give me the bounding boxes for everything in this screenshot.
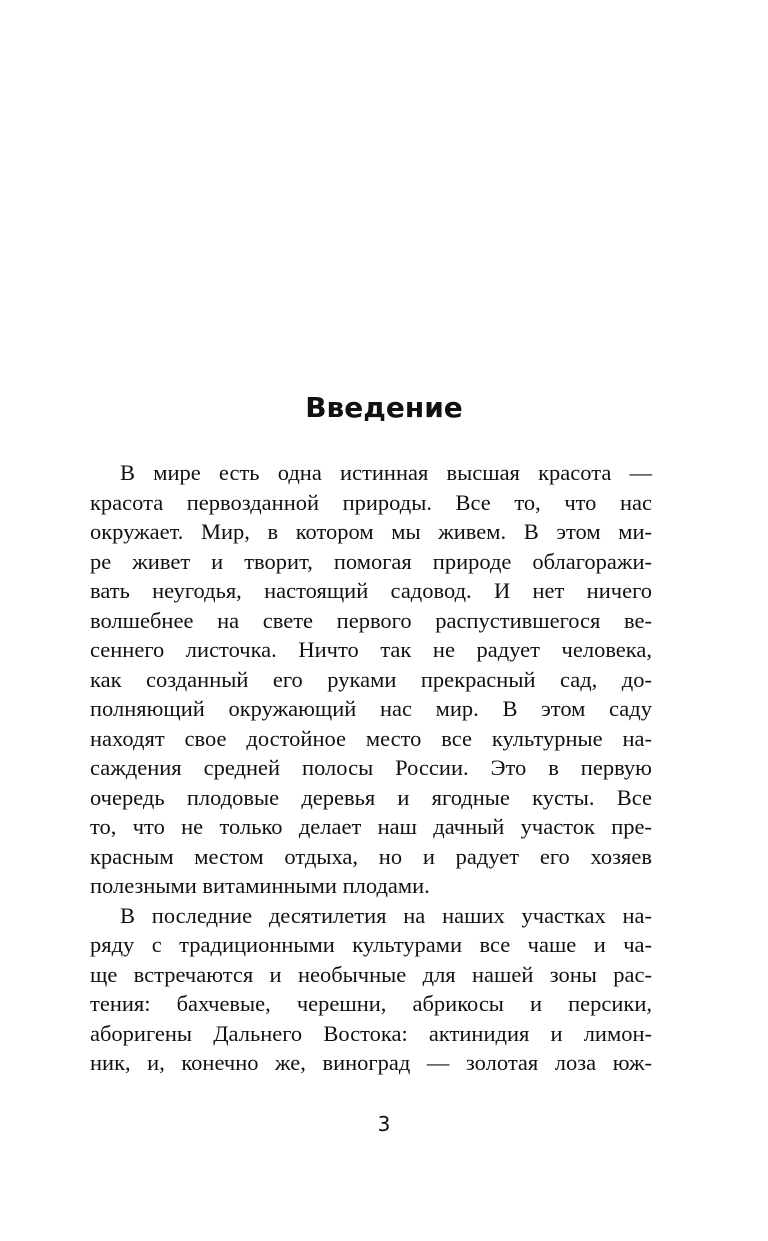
text-line: ще встречаются и необычные для нашей зоны рас- <box>90 961 652 987</box>
text-line: как созданный его руками прекрасный сад, до- <box>90 666 652 692</box>
text-line: находят свое достойное место все культурные на- <box>90 725 652 751</box>
text-line: волшебнее на свете первого распустившегося ве- <box>90 607 652 633</box>
text-line: то, что не только делает наш дачный участок пре- <box>90 814 652 839</box>
text-line: В мире есть одна истинная высшая красота — <box>120 460 652 485</box>
text-line: ряду с традиционными культурами все чаше и ча- <box>90 932 652 957</box>
paragraph <box>90 901 652 1078</box>
chapter-title: Введение <box>305 391 463 424</box>
text-line: тения: бахчевые, черешни, абрикосы и персики, <box>90 991 652 1016</box>
text-line: ре живет и творит, помогая природе облагоражи- <box>90 548 652 574</box>
text-line: очередь плодовые деревья и ягодные кусты. Все <box>90 784 652 810</box>
paragraph <box>90 458 652 901</box>
text-line: саждения средней полосы России. Это в первую <box>90 755 652 780</box>
text-line: окружает. Мир, в котором мы живем. В этом ми- <box>90 519 652 544</box>
text-line: красным местом отдыха, но и радует его хозяев <box>90 843 652 869</box>
text-line: красота первозданной природы. Все то, что нас <box>90 489 652 515</box>
body-text <box>90 458 652 1078</box>
page-number: 3 <box>377 1112 391 1136</box>
text-line: сеннего листочка. Ничто так не радует человека, <box>90 637 652 662</box>
text-line: ник, и, конечно же, виноград — золотая лоза юж- <box>90 1050 652 1075</box>
text-line: полезными витаминными плодами. <box>90 873 430 898</box>
text-line: В последние десятилетия на наших участках на- <box>120 902 652 928</box>
text-line: вать неугодья, настоящий садовод. И нет ничего <box>90 578 652 603</box>
text-line: аборигены Дальнего Востока: актинидия и лимон- <box>90 1020 652 1046</box>
text-line: полняющий окружающий нас мир. В этом саду <box>90 696 652 721</box>
